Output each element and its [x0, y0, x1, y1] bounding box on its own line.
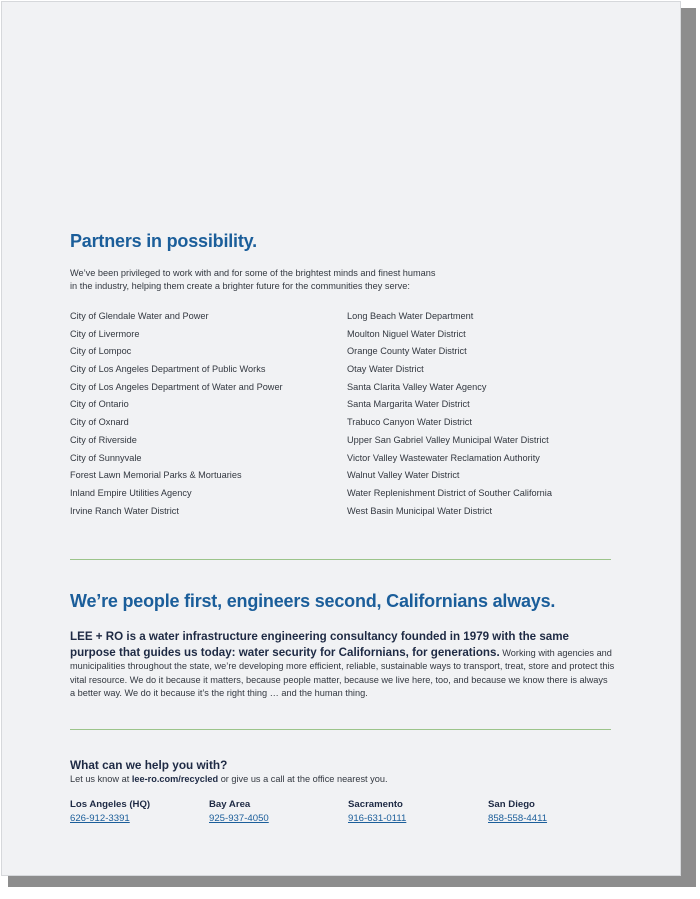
- partner-list-right: [347, 310, 552, 522]
- partner-item: Moulton Niguel Water District: [347, 328, 466, 339]
- about-text: Working with agencies and municipalities throughout the state, we’re developing more efficient, reliable, sustainable ways to transport, treat, store and protect this vital resource. We do it because it matters, because people matter, because we live here, too, and because we know there is always a better way. We do it because it’s the right thing … and the human thing.: [70, 647, 615, 698]
- partner-item: Long Beach Water Department: [347, 311, 474, 321]
- section-divider: [70, 559, 611, 560]
- office-city: Los Angeles (HQ): [70, 799, 151, 810]
- help-text: [70, 774, 388, 784]
- help-title: What can we help you with?: [70, 758, 228, 772]
- partner-item: Santa Margarita Water District: [347, 399, 470, 410]
- partner-item: Victor Valley Wastewater Reclamation Authority: [347, 452, 540, 463]
- partner-item: Forest Lawn Memorial Parks & Mortuaries: [70, 470, 242, 481]
- partner-item: City of Riverside: [70, 434, 137, 445]
- help-text-before: Let us know at: [70, 774, 130, 784]
- partner-item: City of Los Angeles Department of Water and Power: [70, 381, 283, 392]
- partner-item: Inland Empire Utilities Agency: [70, 487, 192, 498]
- partner-item: City of Sunnyvale: [70, 452, 142, 463]
- partners-intro-line: We’ve been privileged to work with and for some of the brightest minds and finest humans: [70, 268, 436, 278]
- partner-item: City of Ontario: [70, 399, 129, 410]
- website-link[interactable]: lee-ro.com/recycled: [131, 774, 219, 784]
- partner-item: Orange County Water District: [347, 346, 467, 357]
- help-text-after: or give us a call at the office nearest you.: [220, 774, 388, 784]
- office-los-angeles: [70, 799, 150, 824]
- partner-item: Otay Water District: [347, 364, 424, 375]
- partner-item: Santa Clarita Valley Water Agency: [347, 381, 487, 392]
- partner-item: City of Livermore: [70, 328, 140, 339]
- partner-item: City of Lompoc: [70, 346, 132, 357]
- office-san-diego: [488, 799, 547, 824]
- about-lead: LEE + RO is a water infrastructure engineering consultancy founded in 1979 with the same purpose that guides us today: water security for Californians, for generations.: [70, 630, 569, 659]
- partners-intro: [70, 267, 490, 293]
- partner-item: Walnut Valley Water District: [347, 470, 460, 481]
- partners-title: Partners in possibility.: [70, 231, 257, 251]
- office-sacramento: [348, 799, 406, 824]
- office-phone-link[interactable]: 858-558-4411: [488, 813, 548, 824]
- office-city: San Diego: [488, 799, 535, 810]
- partner-item: Irvine Ranch Water District: [70, 505, 179, 516]
- partner-item: Water Replenishment District of Souther California: [347, 487, 552, 498]
- partner-item: Trabuco Canyon Water District: [347, 417, 472, 428]
- partner-item: City of Glendale Water and Power: [70, 311, 209, 321]
- office-city: Bay Area: [209, 799, 251, 810]
- office-city: Sacramento: [348, 799, 403, 810]
- section-divider: [70, 729, 611, 730]
- partners-intro-line: in the industry, helping them create a brighter future for the communities they serve:: [70, 281, 410, 291]
- office-bay-area: [209, 799, 269, 824]
- partner-item: Upper San Gabriel Valley Municipal Water District: [347, 434, 549, 445]
- partner-item: West Basin Municipal Water District: [347, 505, 492, 516]
- office-phone-link[interactable]: 916-631-0111: [348, 813, 407, 824]
- partner-item: City of Oxnard: [70, 417, 129, 428]
- about-title: We’re people first, engineers second, Californians always.: [70, 591, 556, 611]
- partner-item: City of Los Angeles Department of Public Works: [70, 364, 266, 375]
- document-page: [1, 1, 681, 876]
- office-phone-link[interactable]: 626-912-3391: [70, 813, 130, 824]
- office-phone-link[interactable]: 925-937-4050: [209, 813, 269, 824]
- partner-list-left: [70, 310, 283, 522]
- about-body: [70, 629, 615, 701]
